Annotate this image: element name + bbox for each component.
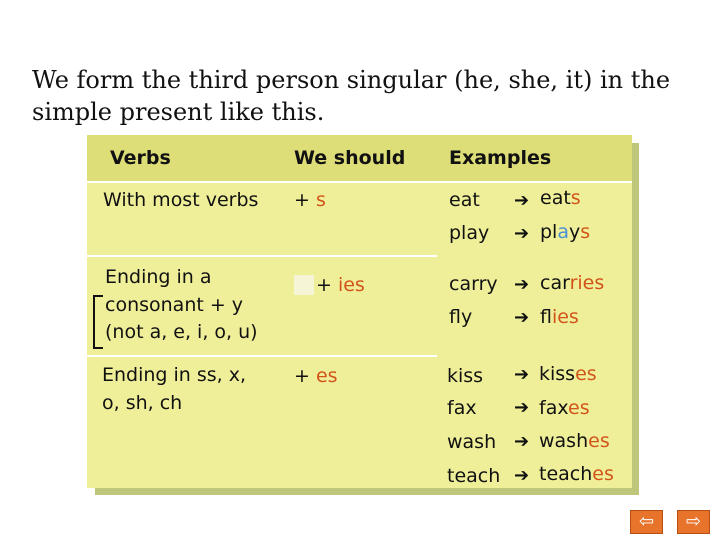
rule-cell-s: + s [294, 189, 326, 211]
prev-button[interactable]: ⇦ [630, 510, 663, 534]
example-result: washes [539, 430, 610, 452]
rules-table [87, 135, 632, 488]
arrow-icon: ➔ [514, 397, 530, 418]
example-base: kiss [447, 365, 484, 387]
example-result: faxes [539, 397, 590, 419]
row-divider [87, 355, 437, 357]
verbs-cell-consonant-y: (not a, e, i, o, u) [105, 321, 258, 343]
verbs-cell-most: With most verbs [103, 189, 259, 211]
page-title: We form the third person singular (he, she, it) in the simple present like this. [32, 66, 671, 126]
arrow-icon: ➔ [514, 223, 530, 244]
example-base: teach [447, 465, 501, 487]
verbs-cell-ss-x: Ending in ss, x, [102, 364, 247, 386]
table-header [87, 135, 632, 181]
example-result: eats [540, 187, 581, 209]
verbs-cell-ss-x: o, sh, ch [102, 392, 183, 414]
arrow-icon: ➔ [514, 465, 530, 486]
header-examples: Examples [449, 147, 552, 169]
example-base: fly [449, 306, 473, 328]
example-result: carries [540, 272, 605, 294]
example-result: teaches [539, 463, 614, 485]
rule-cell-ies: + ies [316, 274, 365, 296]
bracket-mark [93, 295, 103, 349]
row-divider [87, 255, 437, 257]
verbs-cell-consonant-y: consonant + y [105, 294, 244, 316]
example-result: plays [540, 221, 591, 243]
arrow-icon: ➔ [514, 364, 530, 385]
row-divider [87, 181, 632, 183]
next-button[interactable]: ⇨ [677, 510, 710, 534]
example-base: wash [447, 431, 497, 453]
example-result: kisses [539, 363, 597, 385]
example-base: eat [449, 189, 480, 211]
verbs-cell-consonant-y: Ending in a [105, 266, 212, 288]
example-result: flies [540, 306, 579, 328]
rule-cell-es: + es [294, 365, 338, 387]
highlight-square [294, 275, 314, 295]
arrow-icon: ➔ [514, 274, 530, 295]
header-we-should: We should [294, 147, 406, 169]
arrow-icon: ➔ [514, 307, 530, 328]
example-base: fax [447, 397, 477, 419]
header-verbs: Verbs [110, 147, 171, 169]
arrow-icon: ➔ [514, 190, 530, 211]
example-base: play [449, 222, 490, 244]
example-base: carry [449, 273, 498, 295]
arrow-icon: ➔ [514, 431, 530, 452]
